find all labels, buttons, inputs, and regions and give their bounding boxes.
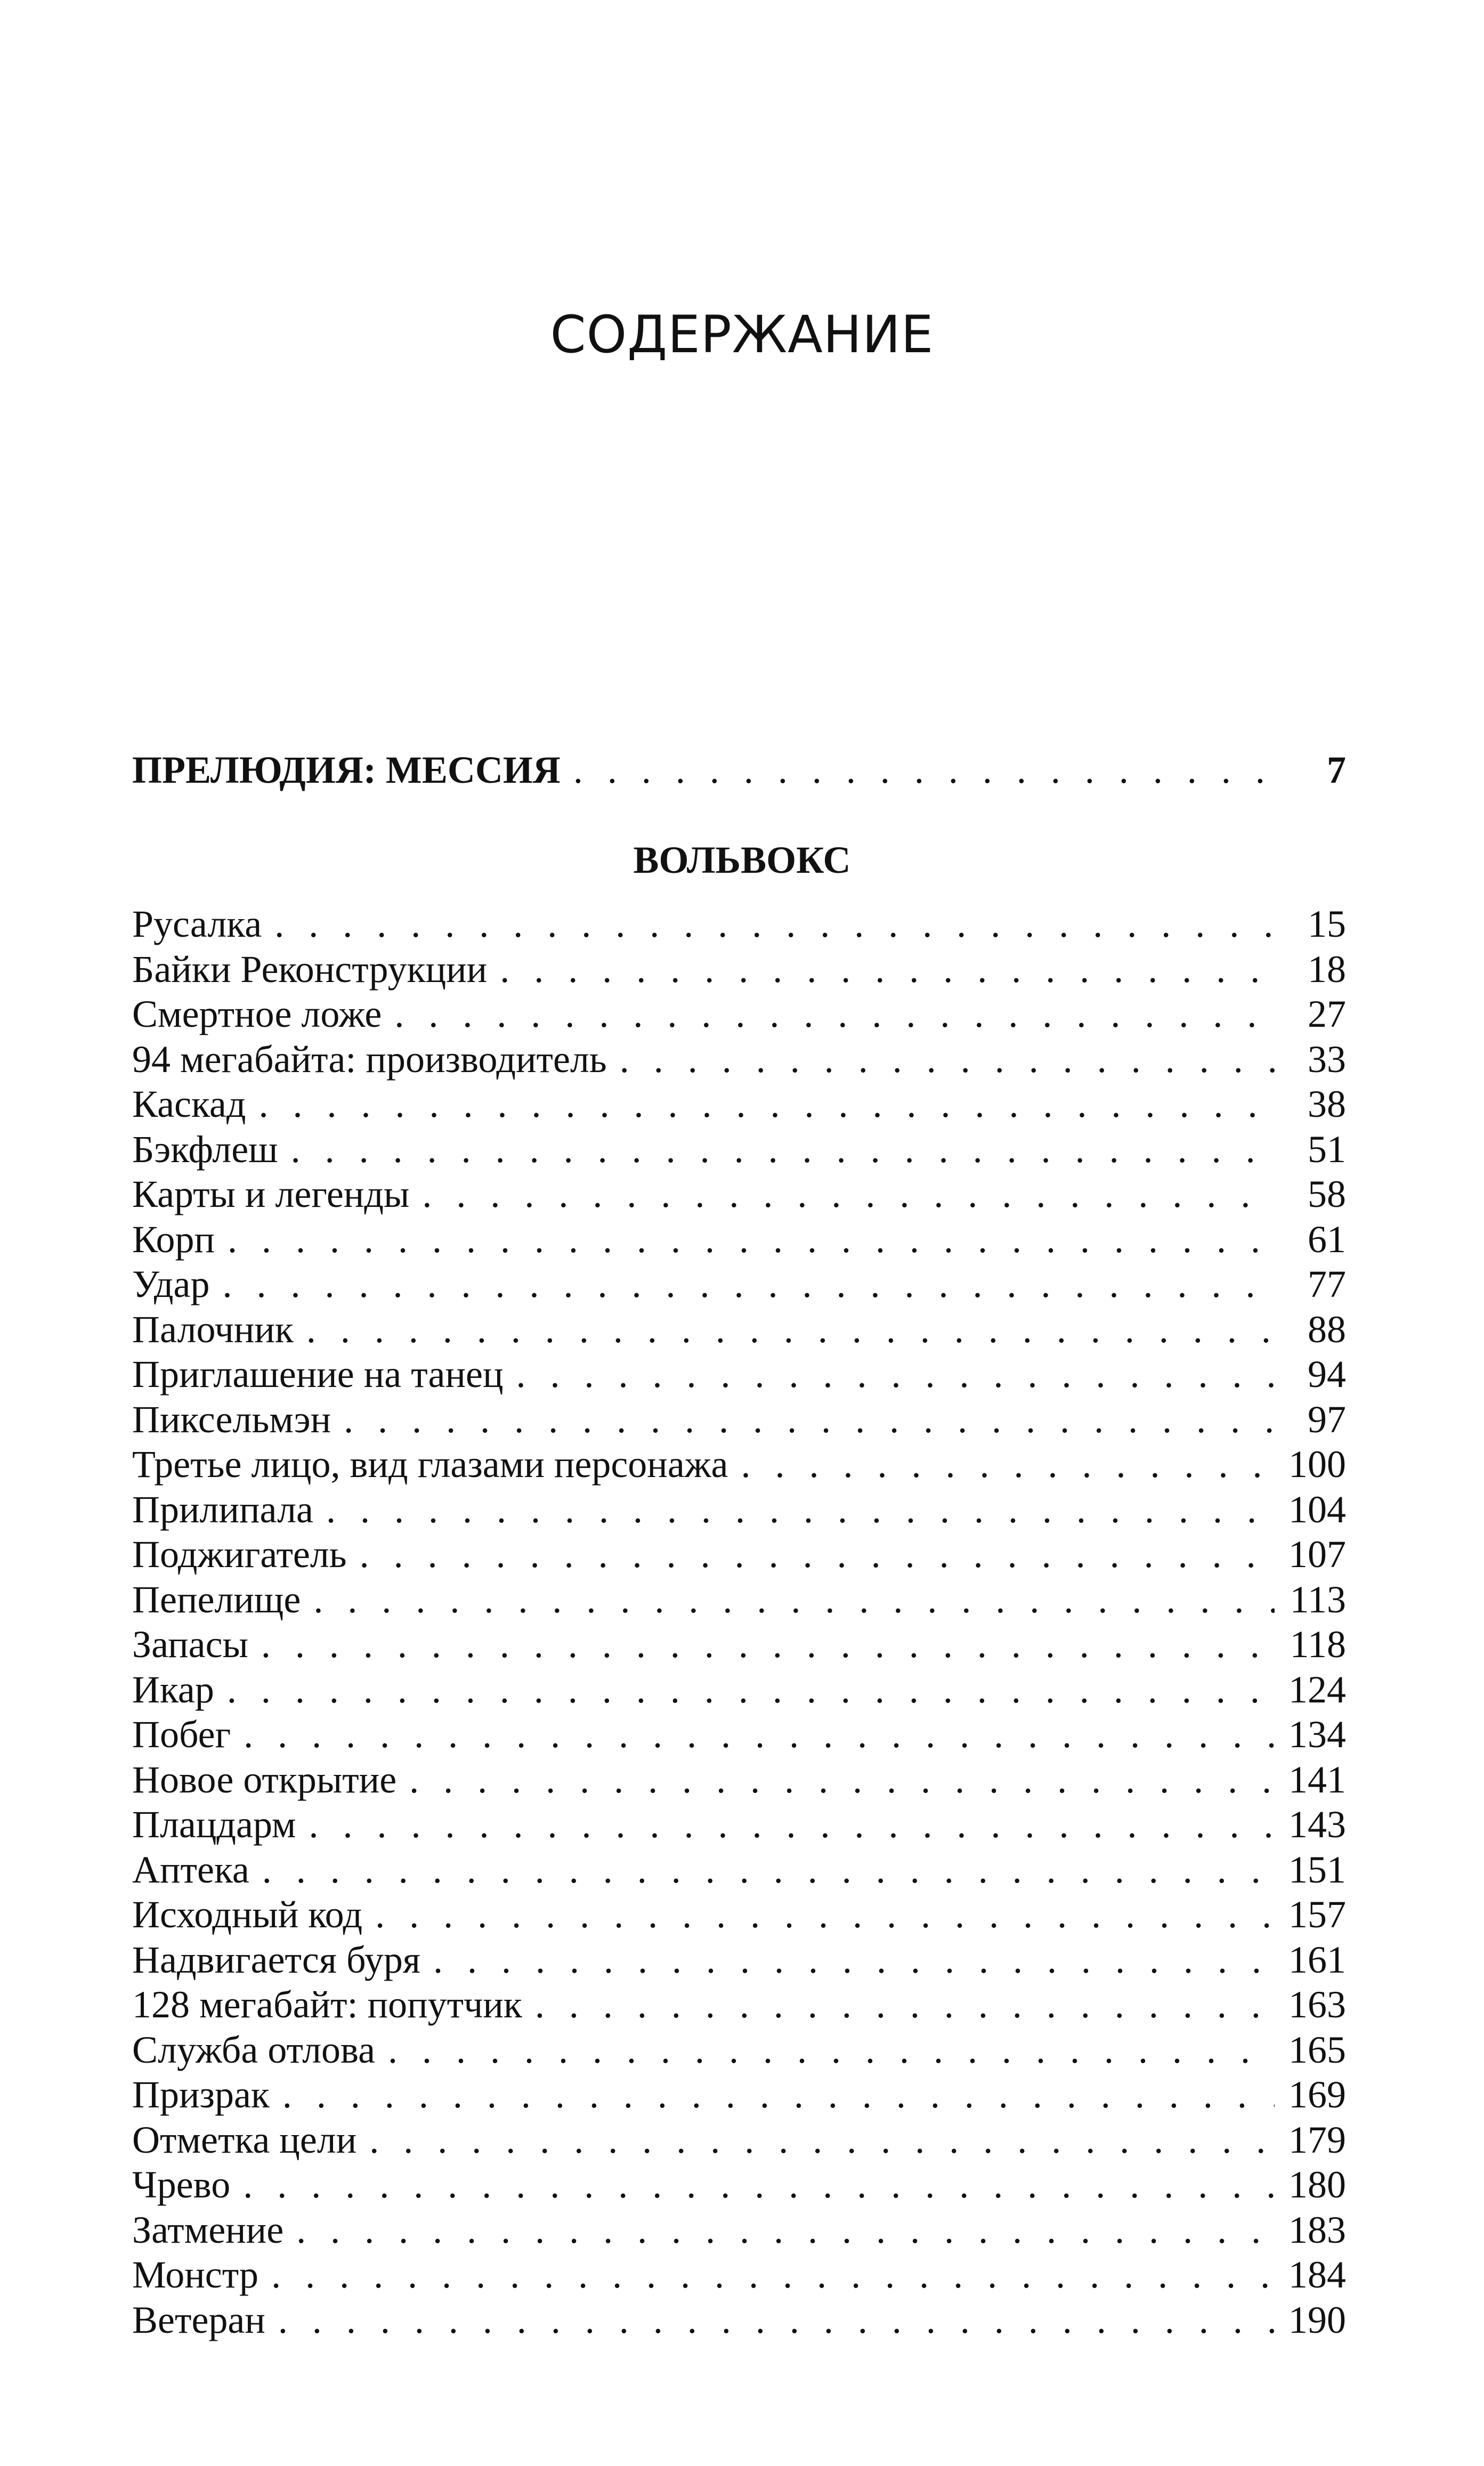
entry-page-number: 165 <box>1288 2028 1346 2071</box>
toc-entry <box>132 1262 1346 1307</box>
entry-page-number: 7 <box>1327 748 1346 791</box>
entry-page-number: 15 <box>1308 903 1346 946</box>
entry-title: Побег <box>132 1713 231 1756</box>
entry-title: Поджигатель <box>132 1533 347 1576</box>
entry-page-number: 94 <box>1308 1353 1346 1396</box>
entry-title: Аптека <box>132 1848 249 1891</box>
toc-entry <box>132 2027 1346 2073</box>
entry-page-number: 118 <box>1290 1623 1346 1666</box>
dot-leader <box>500 950 1275 988</box>
toc-entry <box>132 1847 1346 1893</box>
toc-entry <box>132 1352 1346 1397</box>
entry-title: Смертное ложе <box>132 993 382 1036</box>
entry-page-number: 58 <box>1308 1173 1346 1216</box>
toc-entry <box>132 1712 1346 1757</box>
entry-page-number: 27 <box>1308 993 1346 1036</box>
entry-title: Прилипала <box>132 1488 313 1531</box>
dot-leader <box>344 1400 1275 1439</box>
dot-leader <box>258 1085 1275 1123</box>
part-title: ВОЛЬВОКС <box>633 839 851 881</box>
dot-leader <box>291 1130 1275 1169</box>
entry-page-number: 124 <box>1288 1668 1346 1711</box>
toc-entry <box>132 2208 1346 2253</box>
dot-leader <box>228 1220 1275 1259</box>
entry-title: Русалка <box>132 903 262 946</box>
entry-page-number: 161 <box>1288 1938 1346 1981</box>
entry-title: Исходный код <box>132 1893 363 1936</box>
entry-title: ПРЕЛЮДИЯ: МЕССИЯ <box>132 748 561 791</box>
toc-list <box>132 902 1346 2342</box>
toc-entry <box>132 1037 1346 1082</box>
dot-leader <box>309 1805 1275 1844</box>
entry-title: Икар <box>132 1668 214 1711</box>
entry-title: Каскад <box>132 1083 246 1126</box>
entry-page-number: 151 <box>1288 1848 1346 1891</box>
entry-title: Запасы <box>132 1623 248 1666</box>
entry-title: Пиксельмэн <box>132 1398 331 1441</box>
dot-leader <box>620 1040 1275 1078</box>
toc-entry <box>132 1487 1346 1532</box>
dot-leader <box>409 1761 1275 1799</box>
dot-leader <box>573 748 1275 792</box>
toc-entry <box>132 1082 1346 1127</box>
dot-leader <box>313 1580 1275 1619</box>
toc-entry <box>132 1982 1346 2027</box>
entry-page-number: 157 <box>1288 1893 1346 1936</box>
dot-leader <box>222 1265 1275 1303</box>
entry-page-number: 143 <box>1288 1803 1346 1846</box>
entry-title: Третье лицо, вид глазами персонажа <box>132 1443 728 1486</box>
entry-title: Монстр <box>132 2253 259 2297</box>
dot-leader <box>271 2256 1275 2294</box>
dot-leader <box>741 1445 1275 1483</box>
entry-title: Новое открытие <box>132 1758 397 1801</box>
toc-entry <box>132 902 1346 947</box>
entry-title: Отметка цели <box>132 2118 357 2161</box>
dot-leader <box>296 2211 1275 2249</box>
dot-leader <box>244 1715 1275 1754</box>
entry-title: Призрак <box>132 2073 270 2116</box>
toc-entry <box>132 1937 1346 1983</box>
entry-page-number: 51 <box>1308 1127 1346 1171</box>
toc-entry <box>132 2118 1346 2163</box>
entry-page-number: 134 <box>1288 1713 1346 1756</box>
entry-title: Приглашение на танец <box>132 1353 504 1396</box>
toc-entry <box>132 1577 1346 1623</box>
entry-title: Чрево <box>132 2163 231 2207</box>
toc-entry <box>132 1217 1346 1262</box>
toc-entry <box>132 1532 1346 1577</box>
dot-leader <box>375 1895 1275 1934</box>
dot-leader <box>394 995 1275 1033</box>
entry-page-number: 113 <box>1290 1578 1346 1621</box>
entry-title: Бэкфлеш <box>132 1127 278 1171</box>
entry-page-number: 38 <box>1308 1083 1346 1126</box>
entry-page-number: 97 <box>1308 1398 1346 1441</box>
dot-leader <box>227 1670 1275 1709</box>
toc-entry <box>132 1667 1346 1713</box>
entry-page-number: 184 <box>1288 2253 1346 2297</box>
entry-title: 128 мегабайт: попутчик <box>132 1983 522 2026</box>
toc-entry <box>132 1397 1346 1442</box>
page-title: СОДЕРЖАНИЕ <box>550 305 934 364</box>
entry-page-number: 180 <box>1288 2163 1346 2207</box>
toc-entry <box>132 1307 1346 1352</box>
dot-leader <box>262 1851 1275 1889</box>
entry-title: Байки Реконструкции <box>132 947 488 991</box>
dot-leader <box>261 1625 1275 1664</box>
dot-leader <box>274 905 1275 943</box>
toc-entry <box>132 2298 1346 2343</box>
entry-title: Карты и легенды <box>132 1173 410 1216</box>
dot-leader <box>422 1175 1275 1213</box>
toc-entry <box>132 992 1346 1037</box>
entry-page-number: 33 <box>1308 1037 1346 1081</box>
toc-entry <box>132 2252 1346 2298</box>
entry-page-number: 163 <box>1288 1983 1346 2026</box>
entry-page-number: 77 <box>1308 1263 1346 1306</box>
toc-entry <box>132 2162 1346 2208</box>
dot-leader <box>360 1535 1275 1573</box>
entry-title: Затмение <box>132 2208 284 2251</box>
toc-entry <box>132 947 1346 992</box>
toc-entry <box>132 1172 1346 1217</box>
dot-leader <box>369 2121 1275 2159</box>
entry-page-number: 190 <box>1288 2298 1346 2341</box>
entry-page-number: 61 <box>1308 1218 1346 1261</box>
entry-title: Удар <box>132 1263 210 1306</box>
dot-leader <box>282 2075 1275 2114</box>
entry-title: 94 мегабайта: производитель <box>132 1037 607 1081</box>
dot-leader <box>433 1941 1275 1979</box>
entry-title: Плацдарм <box>132 1803 296 1846</box>
dot-leader <box>306 1310 1275 1349</box>
toc-entry <box>132 1892 1346 1937</box>
toc-entry-prelude <box>132 741 1346 799</box>
dot-leader <box>516 1355 1275 1393</box>
dot-leader <box>388 2031 1275 2069</box>
dot-leader <box>535 1985 1275 2024</box>
entry-page-number: 183 <box>1288 2208 1346 2251</box>
toc-entry <box>132 1442 1346 1487</box>
entry-page-number: 169 <box>1288 2073 1346 2116</box>
toc-entry <box>132 2072 1346 2118</box>
entry-page-number: 88 <box>1308 1308 1346 1351</box>
entry-page-number: 18 <box>1308 947 1346 991</box>
toc-entry <box>132 1757 1346 1803</box>
entry-title: Палочник <box>132 1308 294 1351</box>
entry-page-number: 107 <box>1288 1533 1346 1576</box>
entry-page-number: 104 <box>1288 1488 1346 1531</box>
toc-entry <box>132 1802 1346 1847</box>
entry-page-number: 179 <box>1288 2118 1346 2161</box>
dot-leader <box>278 2301 1275 2339</box>
entry-title: Пепелище <box>132 1578 301 1621</box>
toc-entry <box>132 1622 1346 1667</box>
entry-page-number: 100 <box>1288 1443 1346 1486</box>
entry-title: Надвигается буря <box>132 1938 420 1981</box>
entry-page-number: 141 <box>1288 1758 1346 1801</box>
entry-title: Ветеран <box>132 2298 265 2341</box>
entry-title: Корп <box>132 1218 215 1261</box>
dot-leader <box>326 1490 1275 1529</box>
toc-entry <box>132 1127 1346 1172</box>
entry-title: Служба отлова <box>132 2028 376 2071</box>
dot-leader <box>243 2165 1275 2204</box>
